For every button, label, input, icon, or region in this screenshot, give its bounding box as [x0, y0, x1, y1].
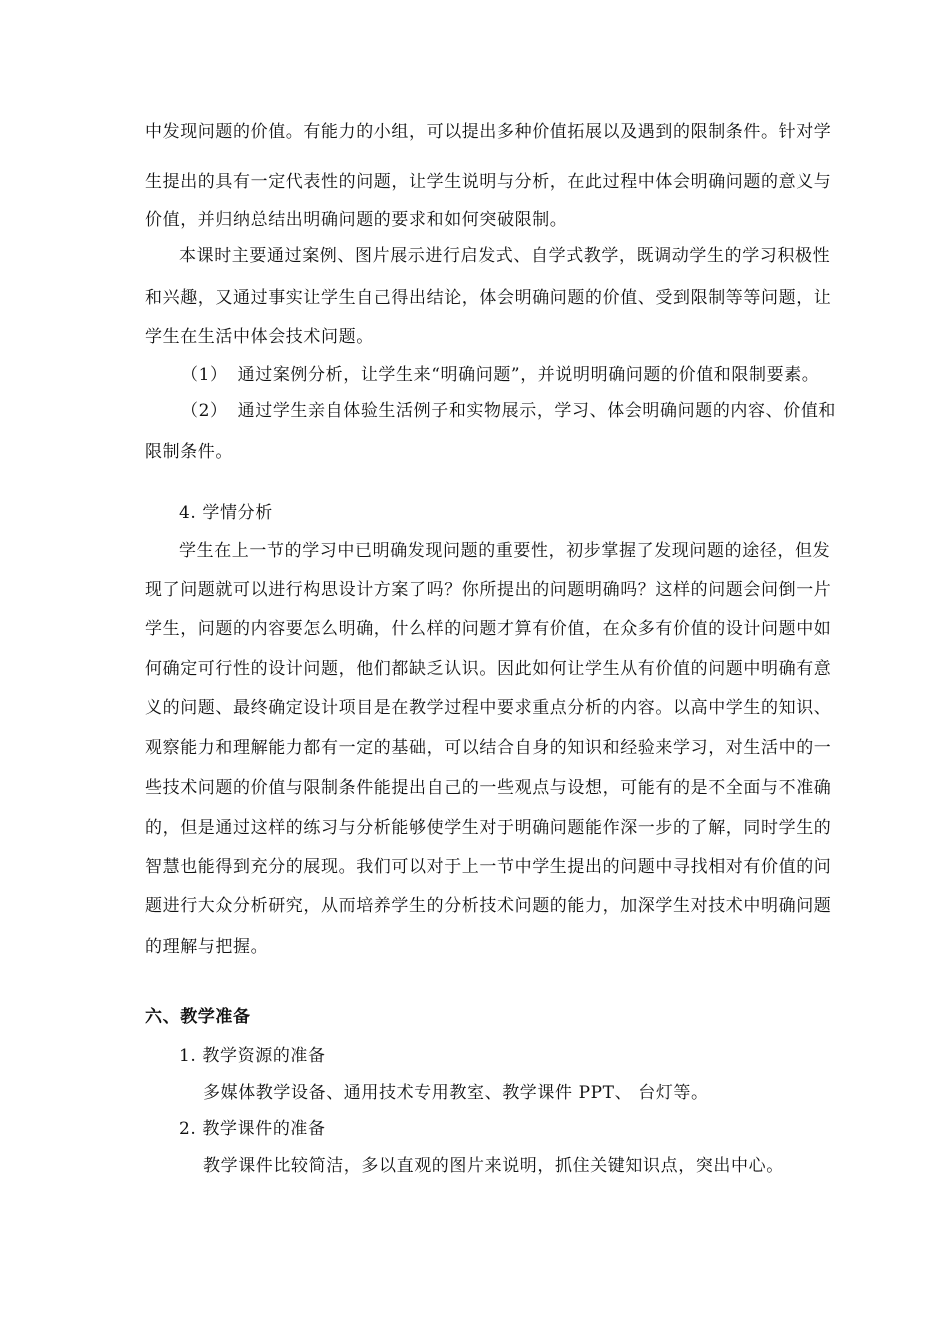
- list-item: [181, 401, 836, 421]
- paragraph-line: 何确定可行性的设计问题，他们都缺乏认识。因此如何让学生从有价值的问题中明确有意: [145, 659, 832, 679]
- section-heading: 六、教学准备: [145, 1007, 251, 1027]
- paragraph-line: 学生，问题的内容要怎么明确，什么样的问题才算有价值，在众多有价值的设计问题中如: [145, 619, 832, 639]
- subsection-heading: 1. 教学资源的准备: [179, 1046, 326, 1066]
- list-item-text: 通过学生亲自体验生活例子和实物展示，学习、体会明确问题的内容、价值和: [237, 401, 837, 421]
- paragraph-line: 生提出的具有一定代表性的问题，让学生说明与分析，在此过程中体会明确问题的意义与: [145, 172, 832, 192]
- paragraph-line: 中发现问题的价值。有能力的小组，可以提出多种价值拓展以及遇到的限制条件。针对学: [145, 122, 832, 142]
- section-heading: 4. 学情分析: [179, 503, 273, 523]
- paragraph-line: 题进行大众分析研究，从而培养学生的分析技术问题的能力，加深学生对技术中明确问题: [145, 896, 832, 916]
- paragraph-line: 些技术问题的价值与限制条件能提出自己的一些观点与设想，可能有的是不全面与不准确: [145, 778, 832, 798]
- subsection-body: 多媒体教学设备、通用技术专用教室、教学课件 PPT、 台灯等。: [203, 1083, 709, 1103]
- paragraph-line: 学生在生活中体会技术问题。: [145, 327, 374, 347]
- list-item-continuation: 限制条件。: [145, 442, 233, 462]
- paragraph-line: 价值，并归纳总结出明确问题的要求和如何突破限制。: [145, 210, 568, 230]
- subsection-body: 教学课件比较简洁，多以直观的图片来说明，抓住关键知识点，突出中心。: [203, 1156, 784, 1176]
- paragraph-line: 和兴趣，又通过事实让学生自己得出结论，体会明确问题的价值、受到限制等等问题，让: [145, 288, 832, 308]
- paragraph-line: 本课时主要通过案例、图片展示进行启发式、自学式教学，既调动学生的学习积极性: [179, 246, 831, 266]
- paragraph-line: 观察能力和理解能力都有一定的基础，可以结合自身的知识和经验来学习，对生活中的一: [145, 738, 832, 758]
- paragraph-line: 的，但是通过这样的练习与分析能够使学生对于明确问题能作深一步的了解，同时学生的: [145, 818, 832, 838]
- list-item-text: 通过案例分析，让学生来“明确问题”，并说明明确问题的价值和限制要素。: [237, 365, 820, 385]
- paragraph-line: 的理解与把握。: [145, 937, 269, 957]
- paragraph-line: 现了问题就可以进行构思设计方案了吗？你所提出的问题明确吗？这样的问题会问倒一片: [145, 580, 832, 600]
- list-item-label: （1）: [181, 365, 228, 385]
- list-item-label: （2）: [181, 401, 228, 421]
- subsection-heading: 2. 教学课件的准备: [179, 1119, 326, 1139]
- paragraph-line: 智慧也能得到充分的展现。我们可以对于上一节中学生提出的问题中寻找相对有价值的问: [145, 857, 832, 877]
- paragraph-line: 义的问题、最终确定设计项目是在教学过程中要求重点分析的内容。以高中学生的知识、: [145, 698, 832, 718]
- paragraph-line: 学生在上一节的学习中已明确发现问题的重要性，初步掌握了发现问题的途径，但发: [179, 541, 831, 561]
- list-item: [181, 365, 819, 385]
